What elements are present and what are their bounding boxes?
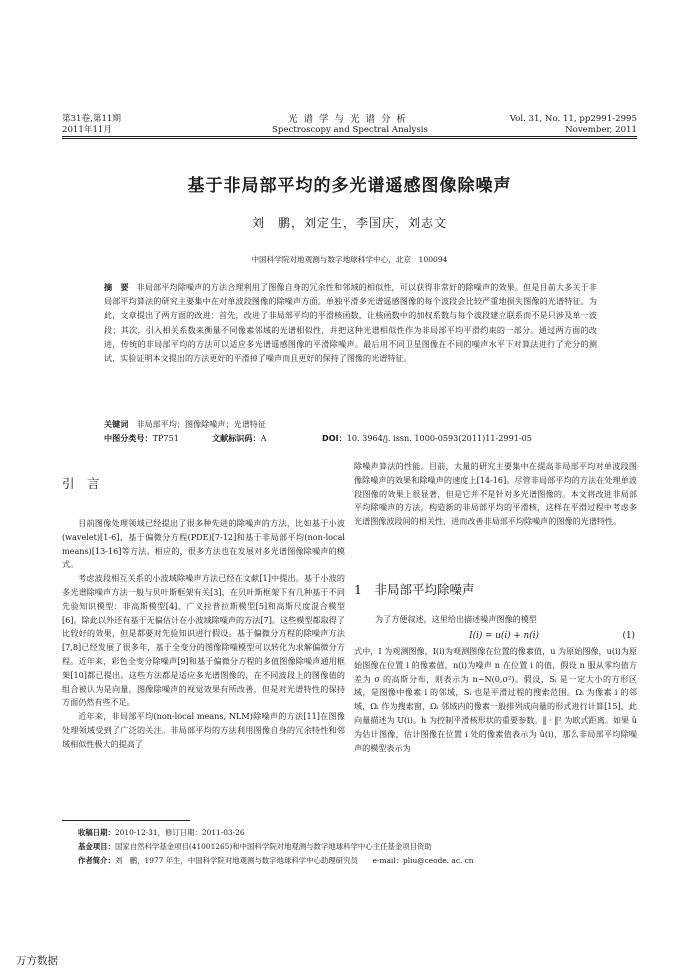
footnote-received bbox=[78, 826, 638, 839]
doi-value: 10. 3964/j. issn. 1000-0593(2011)11-2991-05 bbox=[346, 433, 532, 443]
journal-name bbox=[230, 114, 470, 136]
wanfang-watermark: 万方数据 bbox=[16, 955, 58, 967]
left-column bbox=[62, 517, 345, 752]
equation-text: I(i) = u(i) + n(i) bbox=[469, 631, 539, 641]
keywords bbox=[104, 418, 597, 431]
header-rule-thin bbox=[62, 138, 637, 139]
clc-label: 中图分类号： bbox=[104, 433, 153, 443]
volume-zh: 第31卷,第11期 bbox=[62, 114, 121, 124]
model-intro: 为了方便叙述，这里给出描述噪声图像的模型 bbox=[375, 614, 537, 624]
intro-paragraph-3: 近年来，非局部平均(non-local means, NLM)除噪声的方法[11]在图像处理领域受到了广泛的关注。非局部平均的方法利用图像自身的冗余特性和邻域相似性极大的提高了 bbox=[62, 711, 345, 749]
volume-issue-zh bbox=[62, 114, 212, 136]
intro-continued: 除噪声算法的性能。目前，大量的研究主要集中在提高非局部平均对单波段图像除噪声的效果和除噪声的速度上[14-16]。尽管非局部平均的方法在处理单波段图像的效果上很显著，但是它并不是针对多光谱图像的。本文将改进非局部平均除噪声的方法，构造新的非局部平均的平滑核，这样在平滑过程中考虑多光谱图像波段间的相关性，进而改善非局部平均除噪声的图像的光谱特性。 bbox=[354, 461, 637, 527]
keywords-label: 关键词 bbox=[104, 419, 129, 429]
volume-issue-en bbox=[455, 114, 637, 136]
footnote-rule bbox=[62, 820, 190, 821]
date-en: November, 2011 bbox=[565, 125, 637, 135]
author-bio: 刘 鹏，1977 年生，中国科学院对地观测与数字地球科学中心助理研究员 e-mail：pliu@ceode. ac. cn bbox=[114, 856, 474, 865]
header-rule bbox=[62, 136, 637, 137]
received-label: 收稿日期： bbox=[78, 828, 115, 837]
equation-number: (1) bbox=[622, 631, 635, 641]
intro-paragraph-2: 考虑波段相互关系的小波域除噪声方法已经在文献[1]中提出。基于小波的多光谱除噪声方法一般与贝叶斯框架有关[3]，在贝叶斯框架下有几种基于不同先验知识模型：非高斯模型[4]、广义拉普拉斯模型[5]和高斯尺度混合模型[6]。除此以外还有基于无偏估计在小波域除噪声的方法[7]。这些模型都取得了比较好的效果，但是都要对先验知识进行假设。基于偏微分方程的除噪声方法[7,8]已经发展了很多年，基于全变分的图像除噪模型可以转化为求解偏微分方程。近年来，彩色全变分除噪声[9]和基于偏微分方程的多值图像除噪声通用框架[10]都已提出。这些方法都是适应多光谱图像的，在不同波段上的图像值的组合被认为是向量，图像除噪声的视觉效果有所改善，但是对光谱特性的保持方面仍然有些不足。 bbox=[62, 573, 345, 708]
clc-code: TP751 bbox=[152, 433, 179, 443]
received-dates: 2010-12-31，修订日期：2011-03-26 bbox=[114, 828, 245, 837]
classification-line bbox=[104, 432, 597, 445]
footnote-author bbox=[78, 854, 638, 867]
affiliation: 中国科学院对地观测与数字地球科学中心，北京 100094 bbox=[251, 255, 448, 264]
date-zh: 2011年11月 bbox=[62, 125, 112, 135]
right-column-body bbox=[354, 645, 637, 755]
journal-name-zh: 光谱学与光谱分析 bbox=[287, 114, 412, 125]
doi-label: DOI： bbox=[322, 433, 347, 443]
author-list: 刘 鹏，刘定生，李国庆，刘志文 bbox=[251, 216, 447, 230]
doc-code-label: 文献标识码： bbox=[212, 433, 261, 443]
intro-paragraph-1: 目前图像处理领域已经提出了很多种先进的除噪声的方法，比如基于小波(wavelet)[1-6]、基于偏微分方程(PDE)[7-12]和基于非局部平均(non-local means)[13-16]等方法。相应的，很多方法也在发展对多光谱图像除噪声的模式。 bbox=[62, 518, 345, 570]
right-column-top bbox=[354, 460, 637, 529]
abstract bbox=[104, 280, 597, 365]
keywords-text: 非局部平均；图像除噪声；光谱特征 bbox=[136, 419, 266, 429]
abstract-text: 非局部平均除噪声的方法合理利用了图像自身的冗余性和邻域的相似性，可以获得非常好的除噪声的效果。但是目前大多关于非局部平均算法的研究主要集中在对单波段图像的除噪声方面。单独平滑多光谱遥感图像的每个波段会比较严重地损失图像的光谱特征。为此，文章提出了两方面的改进：首先，改进了非局部平均的平滑核函数，让核函数中的加权系数与每个波段建立联系而不是只涉及单一波段；其次，引入相关系数来衡量不同像素邻域的光谱相似性，并把这种光谱相似性作为非局部平均平滑约束的一部分。通过两方面的改进，传统的非局部平均的方法可以适应多光谱遥感图像的平滑除噪声。最后用不同卫星图像在不同的噪声水平下对算法进行了充分的测试，实验证明本文提出的方法更好的平滑掉了噪声而且更好的保持了图像的光谱特征。 bbox=[104, 282, 597, 364]
section-heading-nlm: 1 非局部平均除噪声 bbox=[354, 582, 475, 597]
fund-text: 国家自然科学基金项目(41001265)和中国科学院对地观测与数字地球科学中心主任基金项目资助 bbox=[114, 842, 432, 851]
abstract-label: 摘 要 bbox=[104, 282, 129, 292]
model-description: 式中，I 为观测图像，I(i)为观测图像在位置的像素值，u 为原始图像，u(i)为原始图像在位置 i 的像素值，n(i)为噪声 n 在位置 i 的值，假设 n 服从零均值方差为 σ 的高斯分布，则表示为 n~N(0,σ²)。假设，Sᵢ 是一定大小的方形区域，是图像中像素 i 的邻域，Sᵢ 也是平滑过程的搜索范围。Ωᵢ 为像素 i 的邻域，Ωᵢ 作为搜索窗，Ωᵢ 邻域内的像素一般排列成向量的形式进行计算[15]，此向量描述为 U(i)。h 为控制平滑核形状的重要参数。‖ · ‖² 为欧式距离。如果 û 为估计图像，估计图像在位置 i 处的像素值表示为 û(i)，那么非局部平均除噪声的模型表示为 bbox=[354, 646, 637, 753]
fund-label: 基金项目： bbox=[78, 842, 115, 851]
paper-title: 基于非局部平均的多光谱遥感图像除噪声 bbox=[187, 176, 512, 196]
doc-code: A bbox=[260, 433, 267, 443]
author-bio-label: 作者简介： bbox=[78, 856, 115, 865]
volume-en: Vol. 31, No. 11, pp2991-2995 bbox=[509, 114, 637, 124]
journal-name-en: Spectroscopy and Spectral Analysis bbox=[272, 125, 428, 135]
section-heading-intro: 引 言 bbox=[62, 476, 100, 491]
footnote-fund bbox=[78, 840, 638, 853]
